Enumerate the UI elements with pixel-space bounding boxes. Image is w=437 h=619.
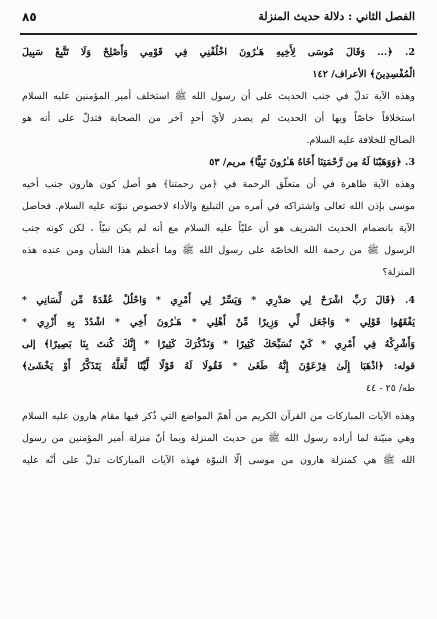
page-body bbox=[22, 42, 415, 472]
text-line: الصالح للخلافة عليه السلام. bbox=[306, 135, 415, 146]
quran-verse-line: قوله: ﴿اذْهَبَا إِلَىٰ فِرْعَوْنَ إِنَّهُ طَغَىٰ * فَقُولَا لَهُ قَوْلًا لَّيِّنًا لَّعَلَّهُ يَتَذَكَّرُ أَوْ يَخْشَىٰ﴾ bbox=[22, 361, 415, 372]
running-header bbox=[22, 10, 415, 30]
text-line: المنزلة؟ bbox=[382, 267, 415, 278]
text-line: الآية بانضمام الحديث الشريف هو أن عليّاً عليه السلام مع أنه لم يكن نبيّاً ، لكن كونه جنب bbox=[22, 223, 415, 234]
page-number: ٨٥ bbox=[22, 10, 37, 24]
quran-verse-line: 3. ﴿وَوَهَبْنَا لَهُ مِن رَّحْمَتِنَا أَخَاهُ هَـٰرُونَ نَبِيًّا﴾ مريم/ ٥٣ bbox=[209, 157, 415, 168]
quran-verse-line: الْمُفْسِدِينَ﴾ الأعراف/ ١٤٢ bbox=[312, 69, 415, 80]
text-line: موسى بإذن الله تعالى واشتراكه في أمره من التبليغ والأداء لاخصوص نبوّته عليه السلام. فحاصل bbox=[22, 201, 415, 212]
text-line: وهذه الآيات المباركات من القرآن الكريم من أهمّ المواضع التي ذُكر فيها مقام هارون عليه السلام bbox=[22, 411, 415, 422]
text-line: طه/ ٢٥ - ٤٤ bbox=[365, 383, 415, 394]
text-line: استخلافاً خاصّاً وبها أن الحديث لم يصدر لأيّ أحدٍ آخر من الصحابة فتدلّ على أنه هو bbox=[22, 113, 415, 124]
quran-verse-line: 2. ﴿... وَقَالَ مُوسَى لِأَخِيهِ هَـٰرُونَ اخْلُفْنِي فِي قَوْمِي وَأَصْلِحْ وَلَا تَتَّبِعْ سَبِيلَ bbox=[22, 47, 415, 58]
quran-verse-line: وَأَشْرِكْهُ فِي أَمْرِي * كَيْ نُسَبِّحَكَ كَثِيرًا * وَنَذْكُرَكَ كَثِيرًا * إِنَّكَ كُنتَ بِنَا بَصِيرًا﴾ إلى bbox=[22, 339, 415, 350]
header-divider bbox=[20, 33, 417, 35]
text-line: وهي مبيّنة لما أراده رسول الله ﷺ من حديث المنزلة وبما أنّ منزلة أمير المؤمنين من رسول bbox=[22, 433, 415, 444]
text-line: وهذه الآية تدلّ في جنب الحديث على أن رسول الله ﷺ استخلف أمير المؤمنين عليه السلام bbox=[22, 91, 415, 102]
text-line: الله ﷺ هي كمنزلة هارون من موسى إلّا النبوّة فهذه الآيات المباركات تدلّ على أنّه عليه bbox=[22, 455, 415, 466]
quran-verse-line: يَفْقَهُوا قَوْلِي * وَاجْعَل لِّي وَزِيرًا مِّنْ أَهْلِي * هَـٰرُونَ أَخِي * اشْدُدْ بِهِ أَزْرِي * bbox=[22, 317, 415, 328]
text-line: وهذه الآية ظاهرة في أن متعلّق الرحمة في ﴿من رحمتنا﴾ هو أصل كون هارون جنب أخيه bbox=[22, 179, 415, 190]
chapter-title: الفصل الثاني : دلالة حديث المنزلة bbox=[258, 10, 415, 23]
text-line: الرسول ﷺ من رحمة الله الخاصّة على رسول الله ﷺ وما أعظم هذا الشأن ومن عنده هذه bbox=[22, 245, 415, 256]
quran-verse-line: 4. ﴿قَالَ رَبِّ اشْرَحْ لِي صَدْرِي * وَيَسِّرْ لِي أَمْرِي * وَاحْلُلْ عُقْدَةً مِّن لِّسَانِي * bbox=[22, 295, 415, 306]
